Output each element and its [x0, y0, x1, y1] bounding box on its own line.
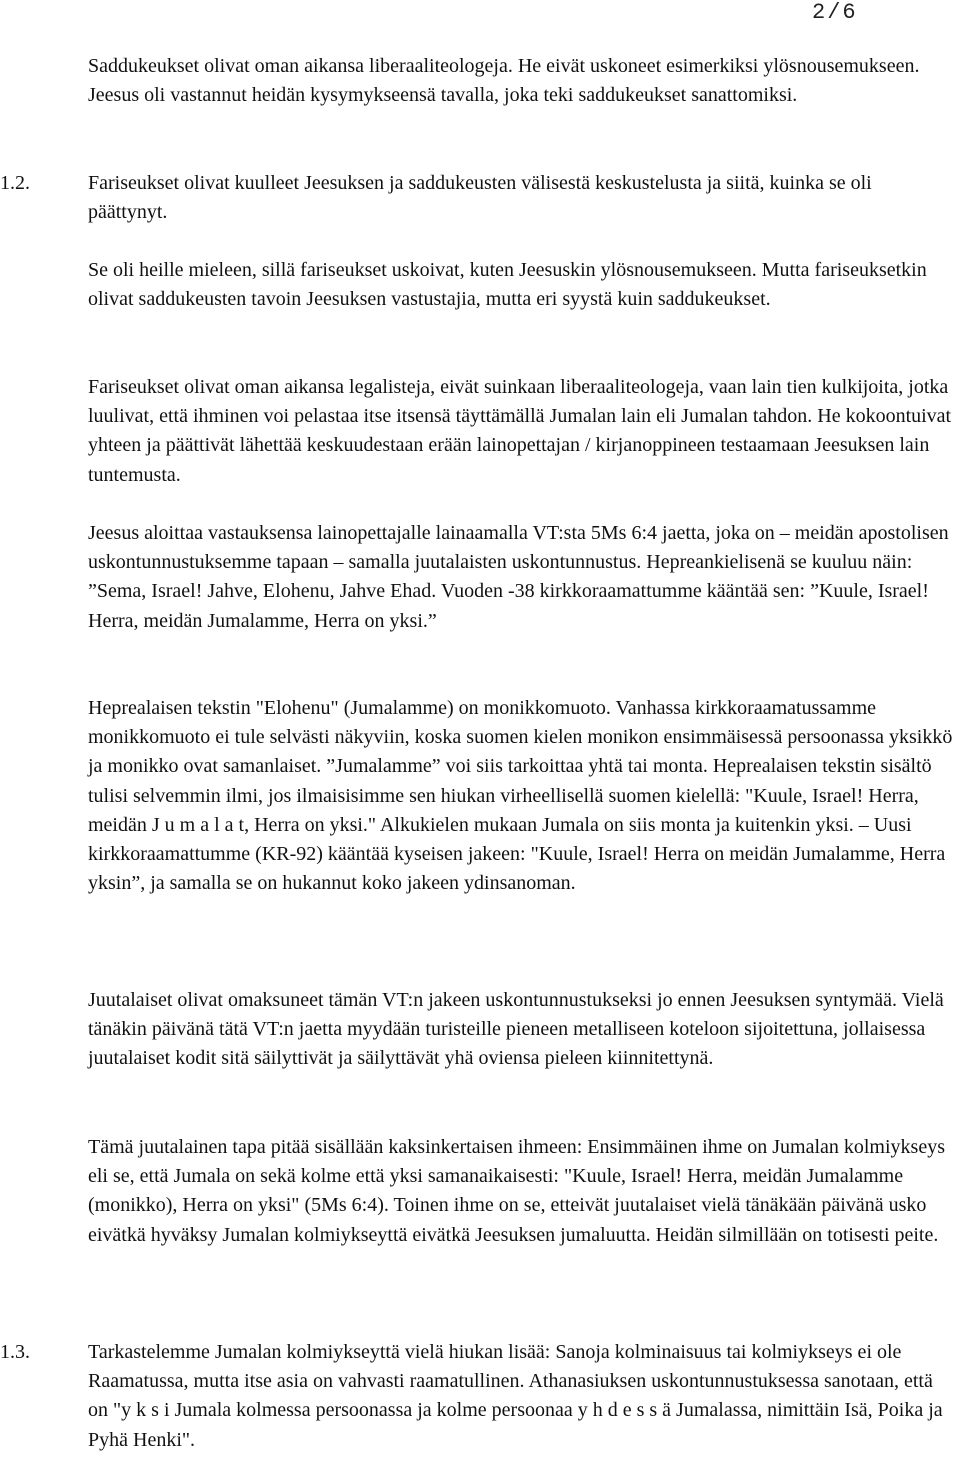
- paragraph-jeesus-vastaus: Jeesus aloittaa vastauksensa lainopettajalle lainaamalla VT:sta 5Ms 6:4 jaetta, joka on – meidän apostolisen uskontunnustuksemme tapaan – samalla juutalaisten uskontunnustus. Hepreankielisenä se kuuluu näin: ”Sema, Israel! Jahve, Elohenu, Jahve Ehad. Vuoden -38 kirkkoraamattumme kääntää sen: ”Kuule, Israel! Herra, meidän Jumalamme, Herra on yksi.”: [88, 522, 949, 632]
- paragraph-juutalaiset-tunnustus: Juutalaiset olivat omaksuneet tämän VT:n jakeen uskontunnustukseksi jo ennen Jeesuksen syntymää. Vielä tänäkin päivänä tätä VT:n jaetta myydään turisteille pieneen metalliseen koteloon sijoitettuna, jollaisessa juutalaiset kodit sitä säilyttivät ja säilyttävät yhä oviensa pieleen kiinnitettynä.: [88, 989, 944, 1070]
- paragraph-kaksinkertainen-ihme: Tämä juutalainen tapa pitää sisällään kaksinkertaisen ihmeen: Ensimmäinen ihme on Jumalan kolmiykseys eli se, että Jumala on sekä kolme että yksi samanaikaisesti: "Kuule, Israel! Herra, meidän Jumalamme (monikko), Herra on yksi" (5Ms 6:4). Toinen ihme on se, etteivät juutalaiset vielä tänäkään päivänä usko eivätkä hyväksy Jumalan kolmiykseyttä eivätkä Jeesuksen jumaluutta. Heidän silmillään on totisesti peite.: [88, 1136, 945, 1246]
- paragraph-fariseukset-mieleen: Se oli heille mieleen, sillä fariseukset uskoivat, kuten Jeesuskin ylösnousemukseen. Mutta fariseuksetkin olivat saddukeusten tavoin Jeesuksen vastustajia, mutta eri syystä kuin saddukeukset.: [88, 259, 927, 311]
- section-1-3-text: Tarkastelemme Jumalan kolmiykseyttä vielä hiukan lisää: Sanoja kolminaisuus tai kolmiykseys ei ole Raamatussa, mutta itse asia on vahvasti raamatullinen. Athanasiuksen uskontunnustuksessa sanotaan, että on "y k s i Jumala kolmessa persoonassa ja kolme persoonaa y h d e s s ä Jumalassa, nimittäin Isä, Poika ja Pyhä Henki".: [88, 1341, 943, 1451]
- paragraph-saddukeukset: Saddukeukset olivat oman aikansa liberaaliteologeja. He eivät uskoneet esimerkiksi ylösnousemukseen. Jeesus oli vastannut heidän kysymykseensä tavalla, joka teki saddukeukset sanattomiksi.: [88, 55, 920, 107]
- section-number-1-2: 1.2.: [0, 172, 30, 194]
- page-number: 2/6: [812, 0, 858, 25]
- paragraph-elohenu: Heprealaisen tekstin "Elohenu" (Jumalamme) on monikkomuoto. Vanhassa kirkkoraamatussamme monikkomuoto ei tule selvästi näkyviin, koska suomen kielen monikon ensimmäisessä persoonassa yksikkö ja monikko ovat samanlaiset. ”Jumalamme” voi siis tarkoittaa yhtä tai monta. Heprealaisen tekstin sisältö tulisi selvemmin ilmi, jos ilmaisisimme sen hiukan virheellisellä suomen kielellä: "Kuule, Israel! Herra, meidän J u m a l a t, Herra on yksi." Alkukielen mukaan Jumala on siis monta ja kuitenkin yksi. – Uusi kirkkoraamattumme (KR-92) kääntää kyseisen jakeen: "Kuule, Israel! Herra on meidän Jumalamme, Herra yksin”, ja samalla se on hukannut koko jakeen ydinsanoman.: [88, 697, 953, 895]
- section-1-2-text: Fariseukset olivat kuulleet Jeesuksen ja saddukeusten välisestä keskustelusta ja siitä, kuinka se oli päättynyt.: [88, 172, 872, 224]
- section-number-1-3: 1.3.: [0, 1341, 30, 1363]
- paragraph-fariseukset-legalisteja: Fariseukset olivat oman aikansa legalisteja, eivät suinkaan liberaaliteologeja, vaan lain tien kulkijoita, jotka luulivat, että ihminen voi pelastaa itse itsensä täyttämällä Jumalan lain eli Jumalan tahdon. He kokoontuivat yhteen ja päättivät lähettää keskuudestaan erään lainopettajan / kirjanoppineen testaamaan Jeesuksen lain tuntemusta.: [88, 376, 952, 486]
